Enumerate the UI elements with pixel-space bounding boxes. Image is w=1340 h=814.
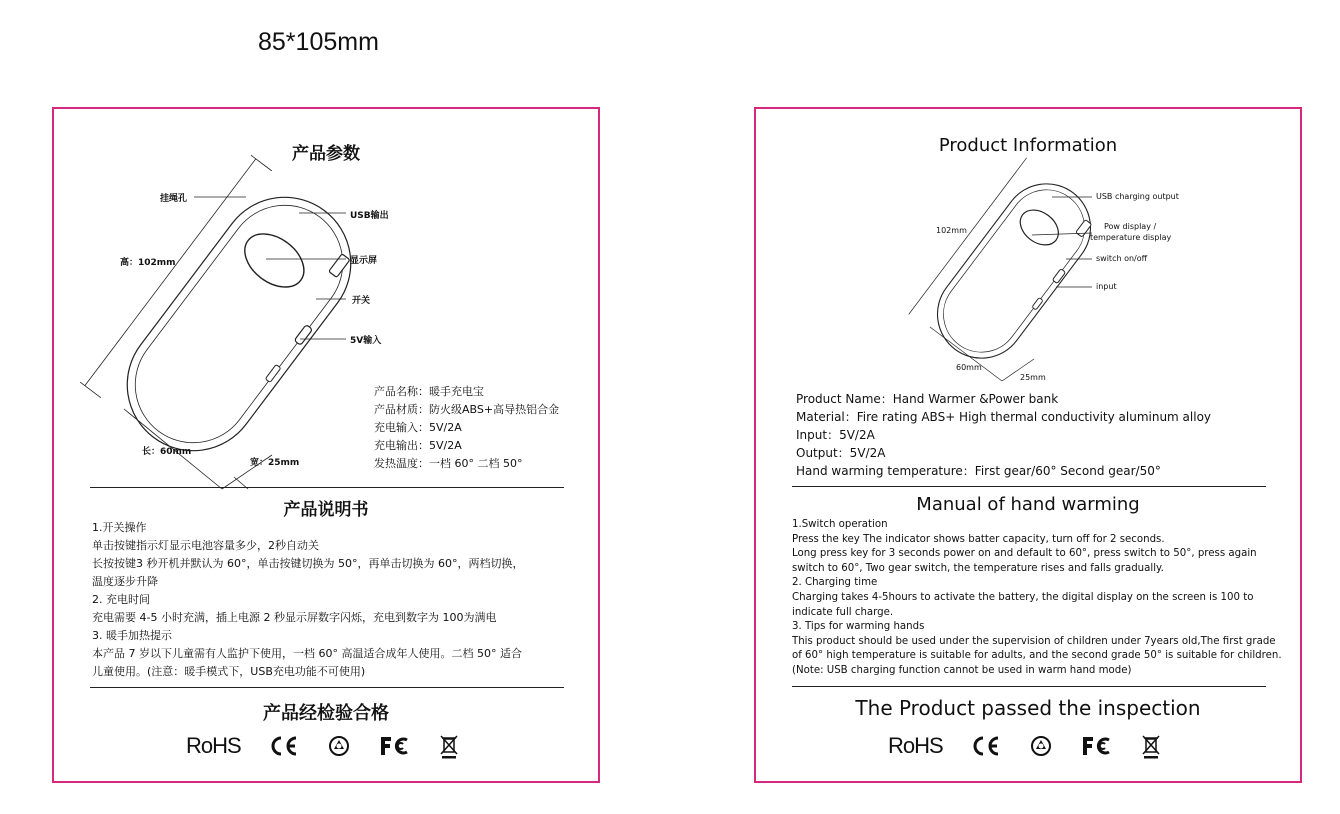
rohs-mark: RoHS (888, 733, 943, 758)
manual-line: 长按按键3 秒开机并默认为 60°，单击按键切换为 50°，再单击切换为 60°，两档切换， (92, 557, 524, 570)
spec-item: 充电输入：5V/2A (374, 421, 462, 434)
callout-lanyard-hole: 挂绳孔 (160, 194, 188, 204)
spec-item: 发热温度：一档 60° 二档 50° (374, 457, 523, 470)
callout-input: input (1096, 282, 1117, 291)
manual-line: indicate full charge. (792, 606, 894, 618)
spec-item: 产品材质：防火级ABS+高导热铝合金 (374, 403, 560, 416)
product-info-title: Product Information (938, 135, 1118, 156)
manual-line: Press the key The indicator shows batter capacity, turn off for 2 seconds. (792, 533, 1165, 545)
callout-display: 显示屏 (350, 256, 378, 266)
recycle-icon (327, 735, 351, 757)
manual-text (92, 519, 523, 681)
english-label-card (754, 107, 1302, 783)
spec-item: Material：Fire rating ABS+ High thermal conductivity aluminum alloy (796, 410, 1212, 424)
spec-item: Product Name：Hand Warmer &Power bank (796, 392, 1059, 406)
divider (90, 687, 564, 688)
callout-switch: 开关 (352, 296, 371, 306)
fcc-mark (379, 735, 411, 757)
manual-title: 产品说明书 (283, 500, 369, 520)
recycle-icon (1029, 735, 1053, 757)
manual-line: of 60° high temperature is suitable for adults, and the second grade 50° is suitable for children. (792, 650, 1282, 662)
manual-line: 3. Tips for warming hands (792, 621, 925, 633)
manual-title: Manual of hand warming (916, 494, 1140, 515)
ce-mark (269, 735, 299, 757)
callout-usb-output: USB charging output (1096, 192, 1179, 201)
spec-list (796, 390, 1211, 480)
manual-line: 1.开关操作 (92, 521, 147, 534)
weee-bin-icon (1141, 733, 1161, 759)
certification-logos (186, 733, 487, 759)
dimension-height: 102mm (936, 226, 967, 235)
dimension-height: 高：102mm (120, 258, 176, 268)
manual-text (792, 518, 1282, 679)
weee-bin-icon (439, 733, 459, 759)
chinese-label-card (52, 107, 600, 783)
callout-display-line2: temperature display (1090, 233, 1172, 242)
callout-switch: switch on/off (1096, 254, 1148, 263)
manual-line: Charging takes 4-5hours to activate the battery, the digital display on the screen is 100 to (792, 591, 1254, 603)
manual-line: 单击按键指示灯显示电池容量多少，2秒自动关 (92, 539, 319, 552)
divider (792, 686, 1266, 687)
spec-list (374, 383, 559, 473)
manual-line: switch to 60°, Two gear switch, the temperature rises and falls gradually. (792, 562, 1164, 574)
callout-leaders (756, 109, 1304, 409)
dimension-length: 60mm (956, 363, 982, 372)
manual-line: 温度逐步升降 (92, 575, 158, 588)
spec-item: Hand warming temperature：First gear/60° Second gear/50° (796, 464, 1161, 478)
manual-line: 儿童使用。(注意：暖手模式下，USB充电功能不可使用) (92, 665, 366, 678)
divider (792, 486, 1266, 487)
page-size-label: 85*105mm (258, 28, 379, 56)
callout-usb-output: USB输出 (350, 211, 389, 221)
dimension-width: 25mm (1020, 373, 1046, 382)
spec-item: Output：5V/2A (796, 446, 886, 460)
spec-item: 充电输出：5V/2A (374, 439, 462, 452)
certification-logos (888, 733, 1189, 759)
manual-line: 1.Switch operation (792, 519, 888, 530)
rohs-mark: RoHS (186, 733, 241, 758)
dimension-width: 宽：25mm (250, 458, 300, 468)
inspection-passed-text: The Product passed the inspection (855, 696, 1201, 720)
spec-item: 产品名称：暖手充电宝 (374, 385, 484, 398)
manual-line: Long press key for 3 seconds power on and default to 60°, press switch to 50°, press again (792, 548, 1257, 560)
ce-mark (971, 735, 1001, 757)
spec-item: Input：5V/2A (796, 428, 875, 442)
manual-line: 充电需要 4-5 小时充满，插上电源 2 秒显示屏数字闪烁，充电到数字为 100为满电 (92, 611, 497, 624)
manual-line: 本产品 7 岁以下儿童需有人监护下使用，一档 60° 高温适合成年人使用。二档 50° 适合 (92, 647, 522, 660)
fcc-mark (1081, 735, 1113, 757)
manual-line: 2. Charging time (792, 577, 878, 589)
manual-line: (Note: USB charging function cannot be used in warm hand mode) (792, 664, 1132, 676)
divider (90, 487, 564, 488)
callout-display-line1: Pow display / (1104, 222, 1157, 231)
inspection-passed-text: 产品经检验合格 (263, 703, 389, 724)
manual-line: This product should be used under the supervision of children under 7years old,The first grade (792, 635, 1276, 647)
product-params-title: 产品参数 (292, 144, 360, 164)
manual-line: 2. 充电时间 (92, 593, 150, 606)
callout-input: 5V输入 (350, 336, 382, 346)
dimension-length: 长：60mm (142, 447, 192, 457)
manual-line: 3. 暖手加热提示 (92, 629, 172, 642)
